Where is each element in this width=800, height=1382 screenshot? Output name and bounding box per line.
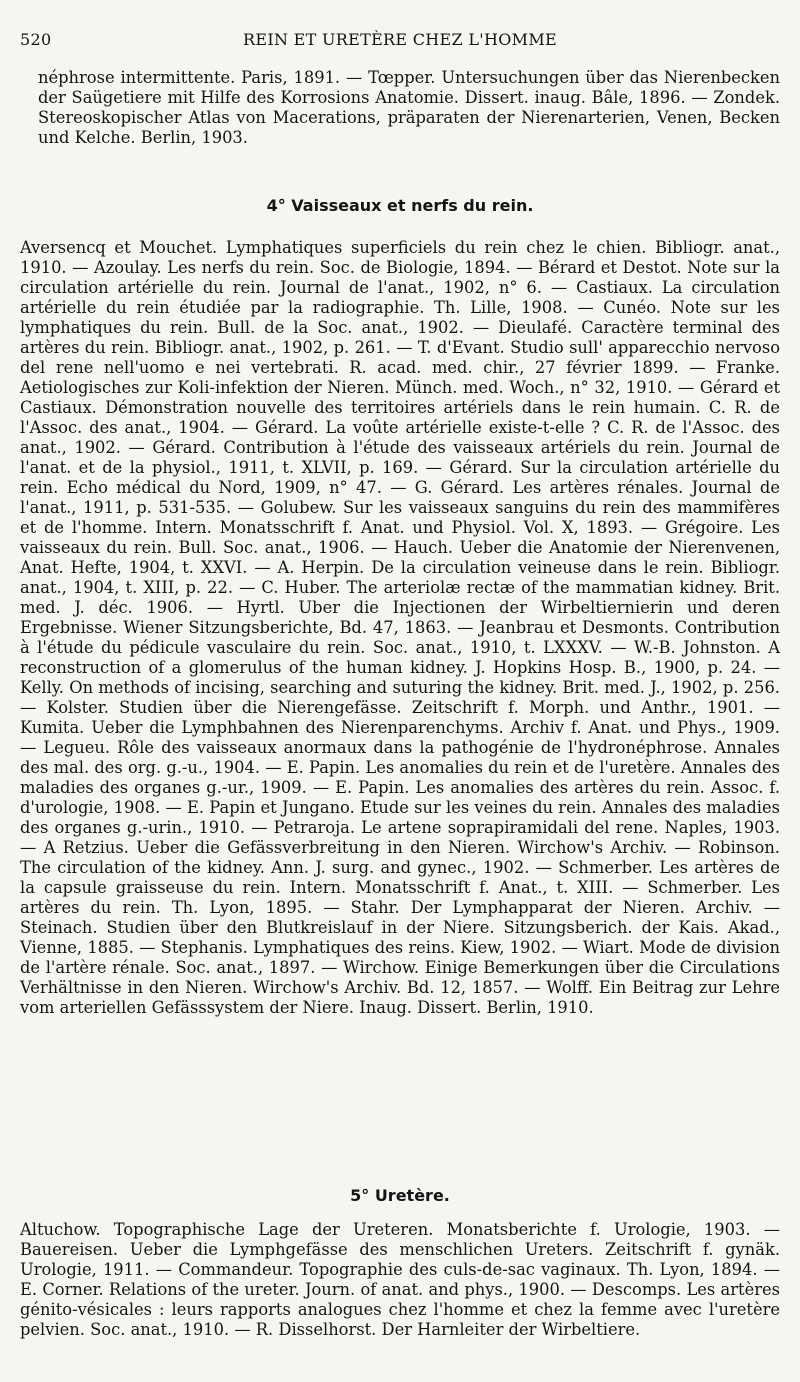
continued-bibliography-paragraph: néphrose intermittente. Paris, 1891. — Tœpper. Untersuchungen über das Nierenbecken der Saügetiere mit Hilfe des Korrosions Anatomie. Dissert. inaug. Bâle, 1896. — Zondek. Stereoskopischer Atlas von Macerations, präparaten der Nierenarterien, Venen, Becken und Kelche. Berlin, 1903. bbox=[38, 68, 780, 147]
running-title: REIN ET URETÈRE CHEZ L'HOMME bbox=[243, 30, 557, 49]
page-number: 520 bbox=[20, 30, 52, 49]
vessels-nerves-bibliography: Aversencq et Mouchet. Lymphatiques superficiels du rein chez le chien. Bibliogr. anat., 1910. — Azoulay. Les nerfs du rein. Soc. de Biologie, 1894. — Bérard et Destot. Note sur la circulation artérielle du rein. Journal de l'anat., 1902, n° 6. — Castiaux. La circulation artérielle du rein étudiée par la radiographie. Th. Lille, 1908. — Cunéo. Note sur les lymphatiques du rein. Bull. de la Soc. anat., 1902. — Dieulafé. Caractère terminal des artères du rein. Bibliogr. anat., 1902, p. 261. — T. d'Evant. Studio sull' apparecchio nervoso del rene nell'uomo e nei vertebrati. R. acad. med. chir., 27 février 1899. — Franke. Aetiologisches zur Koli-infektion der Nieren. Münch. med. Woch., n° 32, 1910. — Gérard et Castiaux. Démonstration nouvelle des territoires artériels dans le rein humain. C. R. de l'Assoc. des anat., 1904. — Gérard. La voûte artérielle existe-t-elle ? C. R. de l'Assoc. des anat., 1902. — Gérard. Contribution à l'étude des vaisseaux artériels du rein. Journal de l'anat. et de la physiol., 1911, t. XLVII, p. 169. — Gérard. Sur la circulation artérielle du rein. Echo médical du Nord, 1909, n° 47. — G. Gérard. Les artères rénales. Journal de l'anat., 1911, p. 531-535. — Golubew. Sur les vaisseaux sanguins du rein des mammifères et de l'homme. Intern. Monatsschrift f. Anat. und Physiol. Vol. X, 1893. — Grégoire. Les vaisseaux du rein. Bull. Soc. anat., 1906. — Hauch. Ueber die Anatomie der Nierenvenen, Anat. Hefte, 1904, t. XXVI. — A. Herpin. De la circulation veineuse dans le rein. Bibliogr. anat., 1904, t. XIII, p. 22. — C. Huber. The arteriolæ rectæ of the mammatian kidney. Brit. med. J. déc. 1906. — Hyrtl. Uber die Injectionen der Wirbeltiernierin und deren Ergebnisse. Wiener Sitzungsberichte, Bd. 47, 1863. — Jeanbrau et Desmonts. Contribution à l'étude du pédicule vasculaire du rein. Soc. anat., 1910, t. LXXXV. — W.-B. Johnston. A reconstruction of a glomerulus of the human kidney. J. Hopkins Hosp. B., 1900, p. 24. — Kelly. On methods of incising, searching and suturing the kidney. Brit. med. J., 1902, p. 256. — Kolster. Studien über die Nierengefässe. Zeitschrift f. Morph. und Anthr., 1901. — Kumita. Ueber die Lymphbahnen des Nierenparenchyms. Archiv f. Anat. und Phys., 1909. — Legueu. Rôle des vaisseaux anormaux dans la pathogénie de l'hydronéphrose. Annales des mal. des org. g.-u., 1904. — E. Papin. Les anomalies du rein et de l'uretère. Annales des maladies des organes g.-ur., 1909. — E. Papin. Les anomalies des artères du rein. Assoc. f. d'urologie, 1908. — E. Papin et Jungano. Etude sur les veines du rein. Annales des maladies des organes g.-urin., 1910. — Petraroja. Le artene soprapiramidali del rene. Naples, 1903. — A Retzius. Ueber die Gefässverbreitung in den Nieren. Wirchow's Archiv. — Robinson. The circulation of the kidney. Ann. J. surg. and gynec., 1902. — Schmerber. Les artères de la capsule graisseuse du rein. Intern. Monatsschrift f. Anat., t. XIII. — Schmerber. Les artères du rein. Th. Lyon, 1895. — Stahr. Der Lymphapparat der Nieren. Archiv. — Steinach. Studien über den Blutkreislauf in der Niere. Sitzungsberich. der Kais. Akad., Vienne, 1885. — Stephanis. Lymphatiques des reins. Kiew, 1902. — Wiart. Mode de division de l'artère rénale. Soc. anat., 1897. — Wirchow. Einige Bemerkungen über die Circulations Verhältnisse in den Nieren. Wirchow's Archiv. Bd. 12, 1857. — Wolff. Ein Beitrag zur Lehre vom arteriellen Gefässsystem der Niere. Inaug. Dissert. Berlin, 1910. bbox=[20, 238, 780, 1017]
running-header bbox=[20, 30, 780, 52]
ureter-bibliography: Altuchow. Topographische Lage der Ureteren. Monatsberichte f. Urologie, 1903. — Bauereisen. Ueber die Lymphgefässe des menschlichen Ureters. Zeitschrift f. gynäk. Urologie, 1911. — Commandeur. Topographie des culs-de-sac vaginaux. Th. Lyon, 1894. — E. Corner. Relations of the ureter. Journ. of anat. and phys., 1900. — Descomps. Les artères génito-vésicales : leurs rapports analogues chez l'homme et chez la femme avec l'uretère pelvien. Soc. anat., 1910. — R. Disselhorst. Der Harnleiter der Wirbeltiere. bbox=[20, 1220, 780, 1339]
section-heading-vessels-nerves: 4° Vaisseaux et nerfs du rein. bbox=[266, 196, 534, 215]
section-heading-ureter: 5° Uretère. bbox=[350, 1186, 450, 1205]
